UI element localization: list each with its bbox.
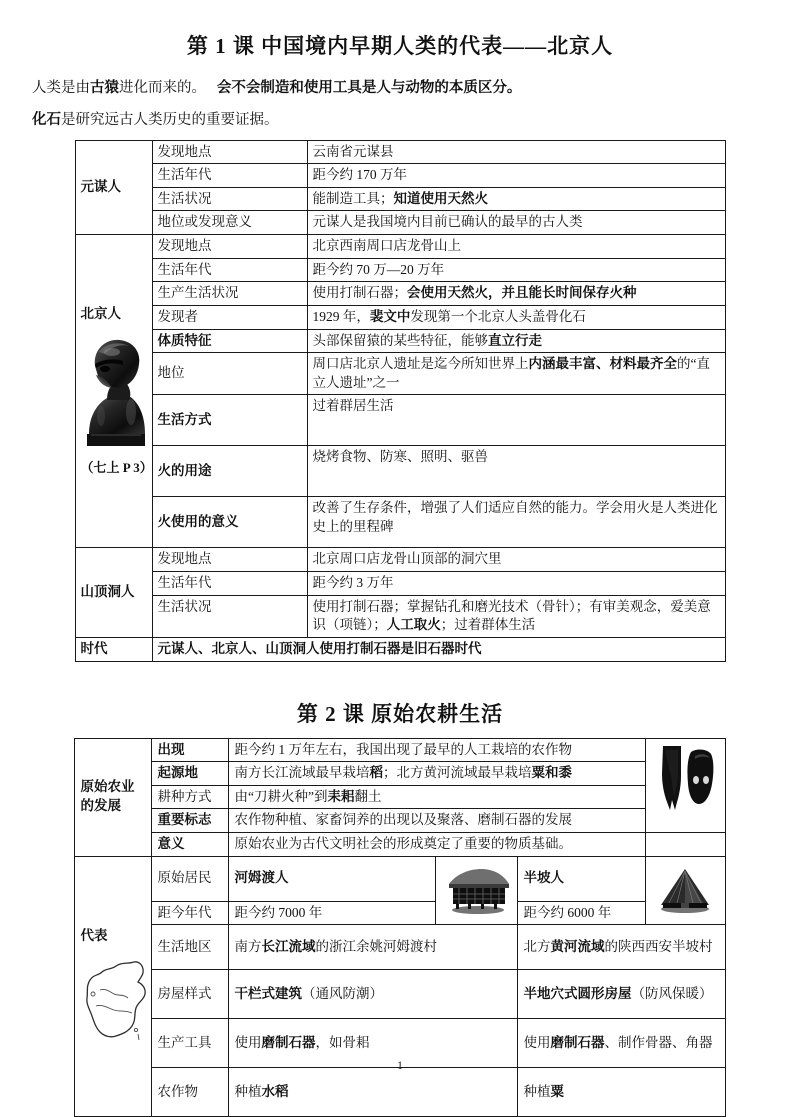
- value-bold: 黄河流域: [550, 939, 604, 954]
- row-value: [307, 446, 725, 497]
- row-value: [229, 738, 645, 762]
- row-key: 生活年代: [152, 164, 307, 188]
- value-suffix: 的浙江余姚河姆渡村: [315, 939, 437, 954]
- row-key: 生活年代: [152, 258, 307, 282]
- row-key: 生活地区: [152, 925, 229, 970]
- value-bold: 干栏式建筑: [234, 986, 302, 1001]
- row-key: 地位: [152, 353, 307, 395]
- value-prefix: 使用: [234, 1035, 261, 1050]
- row-value-banpo: [518, 925, 725, 970]
- lesson-1-intro-line-2: [32, 110, 800, 132]
- row-value: [307, 164, 725, 188]
- row-key: 生活状况: [152, 187, 307, 211]
- banpo-thatched-house-cell: [645, 856, 725, 925]
- row-key: 发现者: [152, 305, 307, 329]
- value-text: 农作物种植、家畜饲养的出现以及聚落、磨制石器的发展: [234, 812, 572, 827]
- value-text: 距今约 6000 年: [523, 905, 611, 920]
- row-key: 火的用途: [152, 446, 307, 497]
- lesson-1-intro-line-1: [32, 78, 800, 100]
- row-key: 发现地点: [152, 548, 307, 572]
- value-tail: ；过着群体生活: [441, 617, 536, 632]
- value-suffix: ，如骨耜: [315, 1035, 369, 1050]
- value-bold-2: 粟和黍: [531, 765, 572, 780]
- row-key: 生产工具: [152, 1019, 229, 1068]
- table-row: [75, 925, 725, 970]
- value-bold: 半坡人: [523, 870, 564, 885]
- value-prefix: 使用: [523, 1035, 550, 1050]
- row-key: 起源地: [152, 762, 229, 786]
- value-suffix: （通风防潮）: [302, 986, 383, 1001]
- bone-tools-artifact-image: [651, 742, 723, 828]
- row-value: [307, 497, 725, 548]
- value-suffix: 的陕西西安半坡村: [604, 939, 712, 954]
- peking-man-caption: （七上 P 3）: [81, 459, 147, 477]
- row-key: 生活方式: [152, 395, 307, 446]
- value-tail: 发现第一个北京人头盖骨化石: [410, 309, 586, 324]
- value-bold: 水稻: [261, 1084, 288, 1099]
- row-key: 出现: [152, 738, 229, 762]
- table-row: [75, 738, 725, 762]
- value-text: 1929 年，: [313, 309, 370, 324]
- lesson-1-title: 第 1 课 中国境内早期人类的代表——北京人: [0, 30, 800, 60]
- row-value-hemudu: [229, 1068, 518, 1117]
- value-text: 改善了生存条件，增强了人们适应自然的能力。学会用火是人类进化史上的里程碑: [313, 500, 718, 534]
- row-value: [229, 809, 645, 833]
- value-bold: 耒耜: [327, 789, 354, 804]
- row-value: [307, 572, 725, 596]
- row-value-hemudu: [229, 925, 518, 970]
- group-name-text: 代表: [80, 927, 146, 946]
- table-row: [75, 329, 725, 353]
- value-bold: 长江流域: [261, 939, 315, 954]
- value-text: 使用打制石器；: [313, 285, 408, 300]
- table-row: [75, 140, 725, 164]
- value-suffix: （防风保暖）: [631, 986, 712, 1001]
- row-key: 原始居民: [152, 856, 229, 901]
- lesson-2-title: 第 2 课 原始农耕生活: [0, 698, 800, 728]
- row-value-banpo: [518, 901, 645, 925]
- value-text: 云南省元谋县: [313, 144, 394, 159]
- bone-tools-artifact-cell: [645, 738, 725, 833]
- table-row: [75, 901, 725, 925]
- table-row: [75, 833, 725, 857]
- row-key: 重要标志: [152, 809, 229, 833]
- row-value: [307, 595, 725, 637]
- row-key: 体质特征: [152, 329, 307, 353]
- document-page: [0, 30, 800, 1097]
- row-key: 地位或发现意义: [152, 211, 307, 235]
- value-bold: 半地穴式圆形房屋: [523, 986, 631, 1001]
- group-label-peking-man: [75, 235, 152, 548]
- value-bold: 人工取火: [387, 617, 441, 632]
- value-text: 距今约 3 万年: [313, 575, 394, 590]
- intro-bold-guyuan: 古猿: [90, 80, 119, 96]
- value-text: 南方长江流域最早栽培: [234, 765, 369, 780]
- value-bold: 稻: [369, 765, 383, 780]
- peking-man-bust-image: [81, 330, 151, 455]
- era-value: 元谋人、北京人、山顶洞人使用打制石器是旧石器时代: [152, 637, 725, 661]
- value-text: 原始农业为古代文明社会的形成奠定了重要的物质基础。: [234, 836, 572, 851]
- row-value: [307, 187, 725, 211]
- row-value: [229, 762, 645, 786]
- row-key: 火使用的意义: [152, 497, 307, 548]
- table-row: [75, 762, 725, 786]
- row-value: [229, 833, 645, 857]
- group-label-farming-development: 原始农业的发展: [75, 738, 152, 856]
- value-prefix: 北方: [523, 939, 550, 954]
- value-bold: 内涵最丰富、材料最齐全: [529, 356, 678, 371]
- group-label-shandingdong: 山顶洞人: [75, 548, 152, 638]
- value-bold: 会使用天然火，并且能长时间保存火种: [407, 285, 637, 300]
- value-text: 距今约 7000 年: [234, 905, 322, 920]
- table-row: [75, 548, 725, 572]
- row-key: 发现地点: [152, 140, 307, 164]
- value-prefix: 南方: [234, 939, 261, 954]
- hemudu-stilt-house-cell: [436, 856, 518, 925]
- row-value: [307, 211, 725, 235]
- value-text: 北京周口店龙骨山顶部的洞穴里: [313, 551, 502, 566]
- empty-cell: [645, 833, 725, 857]
- table-row: [75, 282, 725, 306]
- table-row: [75, 187, 725, 211]
- hemudu-stilt-house-image: [441, 864, 515, 916]
- row-key: 意义: [152, 833, 229, 857]
- intro-bold-huashi: 化石: [32, 112, 61, 128]
- table-row: [75, 446, 725, 497]
- row-key: 生产生活状况: [152, 282, 307, 306]
- value-tail: ；北方黄河流域最早栽培: [383, 765, 532, 780]
- value-text: 头部保留猿的某些特征，能够: [313, 333, 489, 348]
- value-text: 使用打制石器；掌握钻孔和磨光技术（骨针）；有审美观念，爱美意识（项链）；: [313, 599, 711, 633]
- row-value: [307, 282, 725, 306]
- intro-text-2: 进化而来的。: [119, 80, 206, 96]
- value-bold: 知道使用天然火: [394, 191, 489, 206]
- table-row: [75, 211, 725, 235]
- table-row: [75, 235, 725, 259]
- intro-bold-tools: 会不会制造和使用工具是人与动物的本质区分。: [217, 80, 522, 96]
- table-row: [75, 258, 725, 282]
- value-suffix: 、制作骨器、角器: [604, 1035, 712, 1050]
- value-bold: 裴文中: [370, 309, 411, 324]
- row-key: 发现地点: [152, 235, 307, 259]
- section-spacer: [0, 662, 800, 698]
- row-value-banpo: [518, 856, 645, 901]
- row-value-hemudu: [229, 856, 436, 901]
- group-label-representatives: [75, 856, 152, 1117]
- value-bold: 磨制石器: [550, 1035, 604, 1050]
- row-value: [307, 305, 725, 329]
- table-row: [75, 353, 725, 395]
- value-text: 距今约 70 万—20 万年: [313, 262, 445, 277]
- group-label-yuanmou: 元谋人: [75, 140, 152, 235]
- row-value-banpo: [518, 970, 725, 1019]
- value-text: 距今约 170 万年: [313, 167, 408, 182]
- group-name-text: 北京人: [81, 305, 147, 324]
- row-value: [229, 785, 645, 809]
- value-text: 烧烤食物、防寒、照明、驱兽: [313, 449, 489, 464]
- row-value: [307, 329, 725, 353]
- table-row: [75, 595, 725, 637]
- value-bold: 直立行走: [488, 333, 542, 348]
- row-value: [307, 548, 725, 572]
- intro-text-1: 人类是由: [32, 80, 90, 96]
- table-row: [75, 497, 725, 548]
- table-row: [75, 395, 725, 446]
- value-text: 北京西南周口店龙骨山上: [313, 238, 462, 253]
- value-bold: 粟: [550, 1084, 564, 1099]
- banpo-thatched-house-image: [651, 865, 719, 915]
- table-row: [75, 572, 725, 596]
- row-key: 农作物: [152, 1068, 229, 1117]
- table-row: [75, 305, 725, 329]
- table-early-humans: [75, 140, 726, 662]
- row-value: [307, 258, 725, 282]
- value-text: 元谋人是我国境内目前已确认的最早的古人类: [313, 214, 583, 229]
- value-text: 周口店北京人遗址是迄今所知世界上: [313, 356, 529, 371]
- table-row: [75, 856, 725, 901]
- row-key: 距今年代: [152, 901, 229, 925]
- table-row-era: [75, 637, 725, 661]
- row-key: 房屋样式: [152, 970, 229, 1019]
- table-row: [75, 1068, 725, 1117]
- row-key: 生活年代: [152, 572, 307, 596]
- table-row: [75, 164, 725, 188]
- value-prefix: 种植: [523, 1084, 550, 1099]
- row-value: [307, 140, 725, 164]
- value-text: 距今约 1 万年左右，我国出现了最早的人工栽培的农作物: [234, 742, 572, 757]
- china-outline-map-image: [80, 950, 152, 1046]
- value-text: 能制造工具；: [313, 191, 394, 206]
- value-text: 过着群居生活: [313, 398, 394, 413]
- value-bold: 河姆渡人: [234, 870, 288, 885]
- table-row: [75, 785, 725, 809]
- value-tail: 的“直立人遗址”之一: [313, 356, 711, 390]
- page-number: 1: [0, 1058, 800, 1073]
- row-key: 生活状况: [152, 595, 307, 637]
- row-value-banpo: [518, 1068, 725, 1117]
- row-key: 耕种方式: [152, 785, 229, 809]
- table-row: [75, 970, 725, 1019]
- row-value: [307, 395, 725, 446]
- value-text: 由“刀耕火种”到: [234, 789, 327, 804]
- era-label: 时代: [75, 637, 152, 661]
- row-value: [307, 235, 725, 259]
- value-tail: 翻土: [354, 789, 381, 804]
- value-prefix: 种植: [234, 1084, 261, 1099]
- row-value-hemudu: [229, 901, 436, 925]
- intro-text-3: 是研究远古人类历史的重要证据。: [61, 112, 279, 128]
- row-value-hemudu: [229, 970, 518, 1019]
- row-value: [307, 353, 725, 395]
- table-row: [75, 809, 725, 833]
- value-bold: 磨制石器: [261, 1035, 315, 1050]
